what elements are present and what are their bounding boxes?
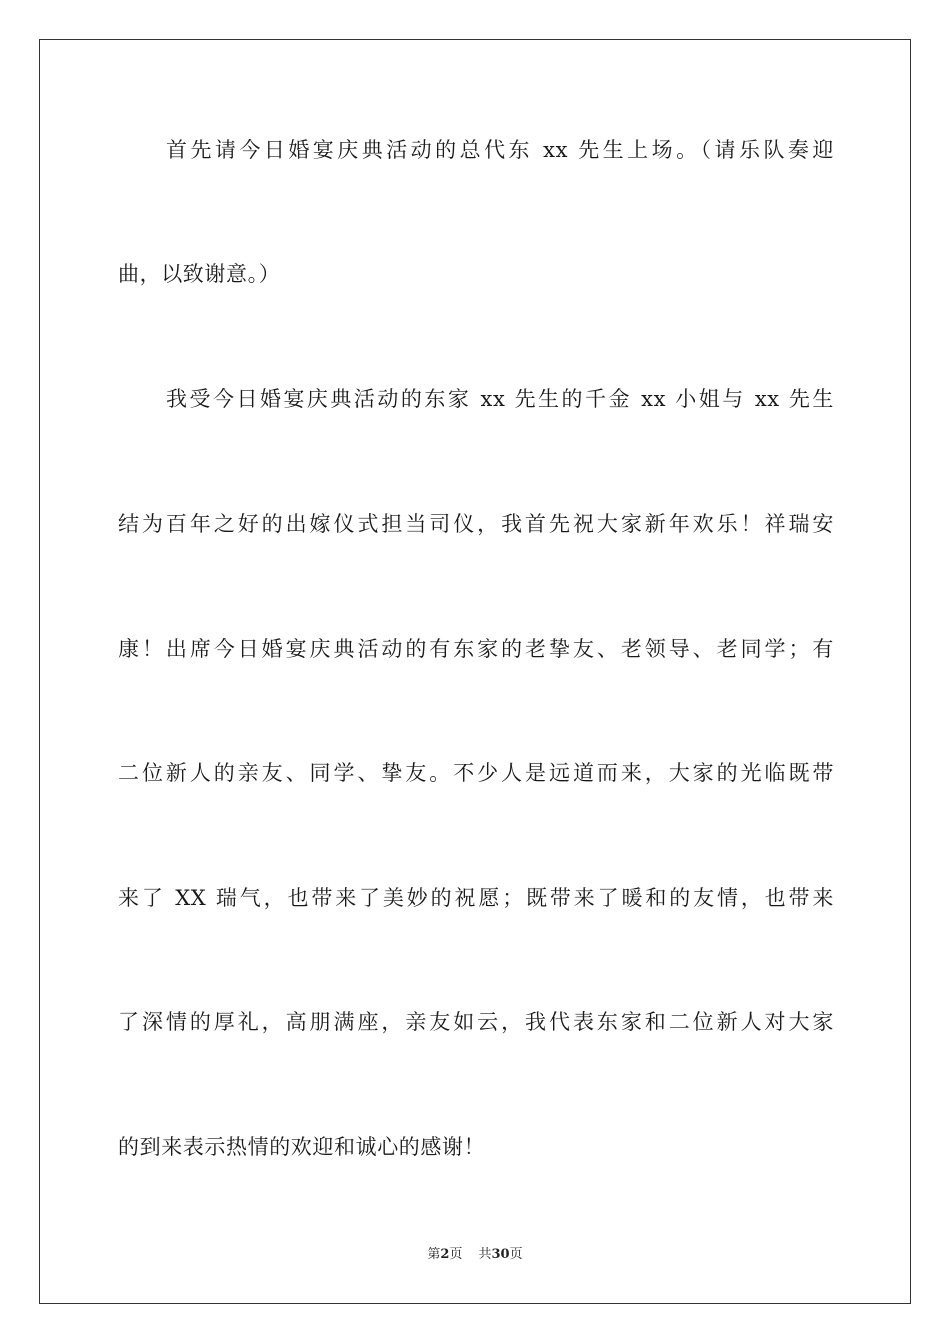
- page-number: 2: [440, 1247, 450, 1262]
- page-footer: [0, 1246, 950, 1264]
- paragraph-2-line-3: 康！出席今日婚宴庆典活动的有东家的老挚友、老领导、老同学；有: [118, 637, 834, 661]
- paragraph-2-line-2: 结为百年之好的出嫁仪式担当司仪，我首先祝大家新年欢乐！祥瑞安: [118, 512, 834, 536]
- total-prefix: 共: [478, 1247, 492, 1262]
- paragraph-2-line-7: 的到来表示热情的欢迎和诚心的感谢！: [118, 1135, 486, 1159]
- paragraph-2-line-4: 二位新人的亲友、同学、挚友。不少人是远道而来，大家的光临既带: [118, 761, 834, 785]
- page-suffix: 页: [449, 1247, 463, 1262]
- paragraph-1-line-2: 曲，以致谢意。）: [118, 262, 281, 286]
- page-prefix: 第: [427, 1247, 441, 1262]
- paragraph-2-line-1: 我受今日婚宴庆典活动的东家 xx 先生的千金 xx 小姐与 xx 先生: [166, 387, 834, 411]
- paragraph-2-line-5: 来了 XX 瑞气，也带来了美妙的祝愿；既带来了暖和的友情，也带来: [118, 886, 834, 910]
- page-border: [39, 39, 911, 1304]
- paragraph-2-line-6: 了深情的厚礼，高朋满座，亲友如云，我代表东家和二位新人对大家: [118, 1010, 834, 1034]
- total-suffix: 页: [509, 1247, 523, 1262]
- paragraph-1-line-1: 首先请今日婚宴庆典活动的总代东 xx 先生上场。（请乐队奏迎: [166, 138, 834, 162]
- total-pages: 30: [491, 1247, 510, 1262]
